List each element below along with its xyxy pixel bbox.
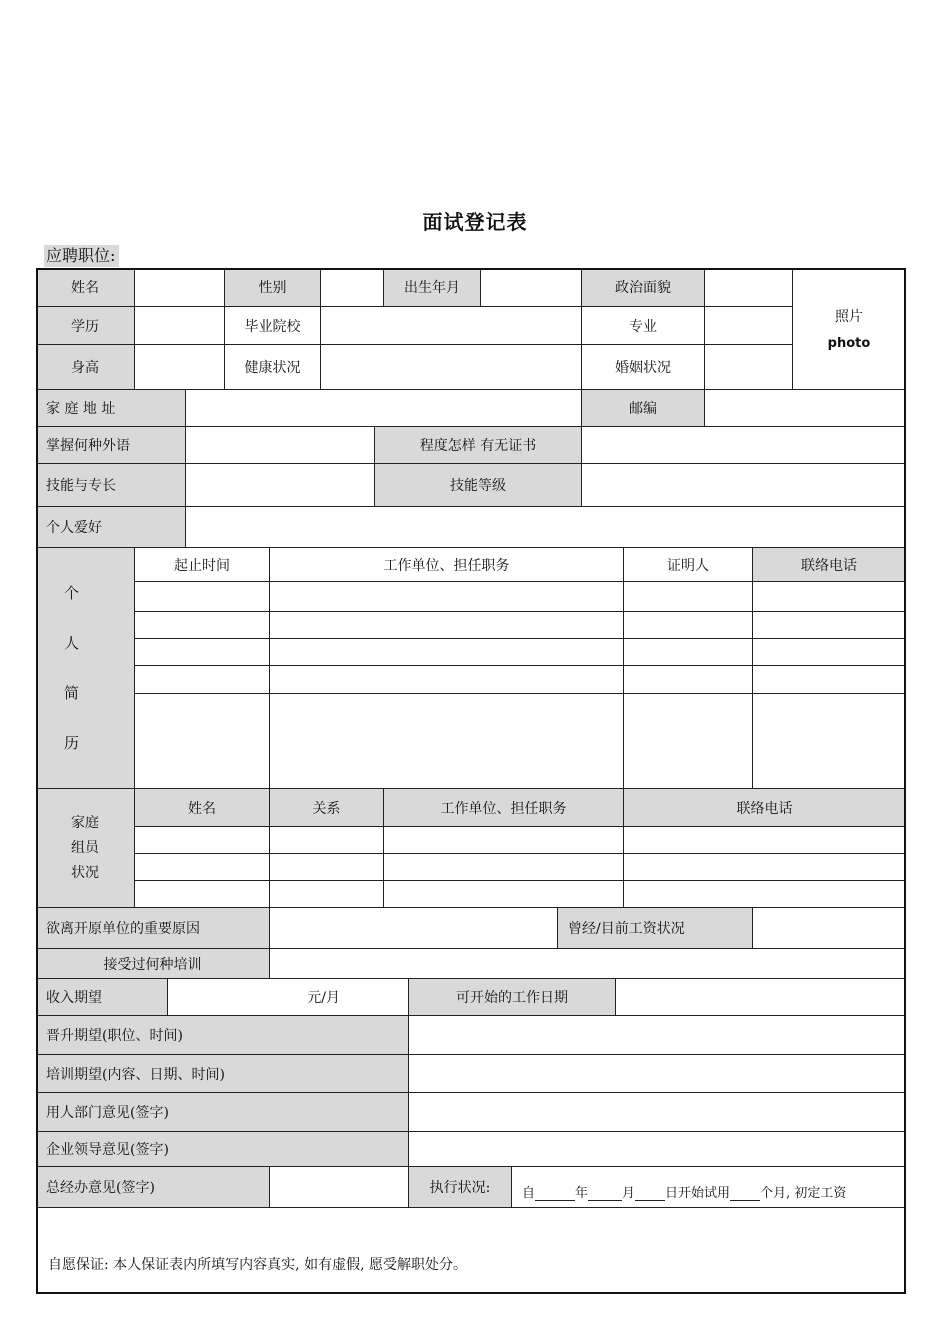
family-header-name: 姓名 bbox=[135, 789, 270, 827]
school-field[interactable] bbox=[321, 307, 582, 345]
marital-field[interactable] bbox=[705, 345, 793, 390]
exec-year-blank[interactable] bbox=[535, 1185, 575, 1201]
political-field[interactable] bbox=[705, 268, 793, 307]
promotion-label: 晋升期望(职位、时间) bbox=[36, 1016, 409, 1055]
resume-cell[interactable] bbox=[753, 694, 906, 789]
form-title: 面试登记表 bbox=[422, 210, 528, 234]
resume-cell[interactable] bbox=[624, 639, 753, 666]
photo-label-cn: 照片 bbox=[835, 309, 863, 325]
postcode-field[interactable] bbox=[705, 390, 906, 427]
family-header-phone: 联络电话 bbox=[624, 789, 906, 827]
address-label: 家 庭 地 址 bbox=[36, 390, 186, 427]
height-label: 身高 bbox=[36, 345, 135, 390]
photo-label-en: photo bbox=[827, 336, 871, 351]
resume-header-reference: 证明人 bbox=[624, 548, 753, 582]
photo-box[interactable] bbox=[793, 268, 906, 390]
resume-cell[interactable] bbox=[624, 666, 753, 694]
income-unit: 元/月 bbox=[307, 990, 340, 1006]
family-cell[interactable] bbox=[624, 881, 906, 908]
gm-opinion-label: 总经办意见(签字) bbox=[36, 1167, 270, 1208]
family-cell[interactable] bbox=[135, 881, 270, 908]
exec-months-blank[interactable] bbox=[730, 1185, 760, 1201]
salary-status-label: 曾经/目前工资状况 bbox=[558, 908, 753, 949]
resume-cell[interactable] bbox=[135, 639, 270, 666]
family-header-relation: 关系 bbox=[270, 789, 384, 827]
resume-cell[interactable] bbox=[753, 639, 906, 666]
training-received-field[interactable] bbox=[270, 949, 906, 979]
education-field[interactable] bbox=[135, 307, 225, 345]
execution-field[interactable]: 自 年 月 日开始试用 个月, 初定工资 bbox=[512, 1167, 906, 1208]
family-cell[interactable] bbox=[270, 827, 384, 854]
skill-level-label: 技能等级 bbox=[375, 464, 582, 507]
political-label: 政治面貌 bbox=[582, 268, 705, 307]
hobbies-label: 个人爱好 bbox=[36, 507, 186, 548]
position-label: 应聘职位: bbox=[44, 245, 119, 267]
family-side-label: 家庭 组员 状况 bbox=[36, 789, 135, 908]
family-cell[interactable] bbox=[135, 827, 270, 854]
resume-cell[interactable] bbox=[753, 582, 906, 612]
major-field[interactable] bbox=[705, 307, 793, 345]
training-expect-label: 培训期望(内容、日期、时间) bbox=[36, 1055, 409, 1093]
proficiency-label: 程度怎样 有无证书 bbox=[375, 427, 582, 464]
hobbies-field[interactable] bbox=[186, 507, 906, 548]
resume-cell[interactable] bbox=[624, 694, 753, 789]
resume-cell[interactable] bbox=[270, 666, 624, 694]
gender-field[interactable] bbox=[321, 268, 384, 307]
birth-label: 出生年月 bbox=[384, 268, 481, 307]
resume-header-employer: 工作单位、担任职务 bbox=[270, 548, 624, 582]
resume-header-period: 起止时间 bbox=[135, 548, 270, 582]
dept-opinion-label: 用人部门意见(签字) bbox=[36, 1093, 409, 1132]
birth-field[interactable] bbox=[481, 268, 582, 307]
family-cell[interactable] bbox=[270, 854, 384, 881]
resume-cell[interactable] bbox=[270, 694, 624, 789]
declaration-text: 自愿保证: 本人保证表内所填写内容真实, 如有虚假, 愿受解职处分。 bbox=[48, 1257, 467, 1273]
start-date-field[interactable] bbox=[616, 979, 906, 1016]
height-field[interactable] bbox=[135, 345, 225, 390]
income-expect-label: 收入期望 bbox=[36, 979, 168, 1016]
leave-reason-label: 欲离开原单位的重要原因 bbox=[36, 908, 270, 949]
skills-label: 技能与专长 bbox=[36, 464, 186, 507]
language-field[interactable] bbox=[186, 427, 375, 464]
skills-field[interactable] bbox=[186, 464, 375, 507]
gm-opinion-field[interactable] bbox=[270, 1167, 409, 1208]
training-expect-field[interactable] bbox=[409, 1055, 906, 1093]
resume-side-label: 个 人 简 历 bbox=[36, 548, 135, 789]
health-field[interactable] bbox=[321, 345, 582, 390]
resume-cell[interactable] bbox=[135, 694, 270, 789]
family-cell[interactable] bbox=[384, 827, 624, 854]
dept-opinion-field[interactable] bbox=[409, 1093, 906, 1132]
gender-label: 性别 bbox=[225, 268, 321, 307]
family-header-employer: 工作单位、担任职务 bbox=[384, 789, 624, 827]
skill-level-field[interactable] bbox=[582, 464, 906, 507]
proficiency-field[interactable] bbox=[582, 427, 906, 464]
resume-cell[interactable] bbox=[624, 582, 753, 612]
major-label: 专业 bbox=[582, 307, 705, 345]
resume-cell[interactable] bbox=[135, 666, 270, 694]
leave-reason-field[interactable] bbox=[270, 908, 558, 949]
resume-cell[interactable] bbox=[270, 612, 624, 639]
family-cell[interactable] bbox=[624, 854, 906, 881]
start-date-label: 可开始的工作日期 bbox=[409, 979, 616, 1016]
family-cell[interactable] bbox=[270, 881, 384, 908]
resume-cell[interactable] bbox=[135, 612, 270, 639]
training-received-label: 接受过何种培训 bbox=[36, 949, 270, 979]
resume-cell[interactable] bbox=[624, 612, 753, 639]
promotion-field[interactable] bbox=[409, 1016, 906, 1055]
leader-opinion-label: 企业领导意见(签字) bbox=[36, 1132, 409, 1167]
family-cell[interactable] bbox=[384, 854, 624, 881]
leader-opinion-field[interactable] bbox=[409, 1132, 906, 1167]
address-field[interactable] bbox=[186, 390, 582, 427]
resume-header-phone: 联络电话 bbox=[753, 548, 906, 582]
resume-cell[interactable] bbox=[753, 666, 906, 694]
resume-cell[interactable] bbox=[270, 639, 624, 666]
income-expect-field[interactable] bbox=[168, 979, 409, 1016]
resume-cell[interactable] bbox=[753, 612, 906, 639]
language-label: 掌握何种外语 bbox=[36, 427, 186, 464]
execution-label: 执行状况: bbox=[409, 1167, 512, 1208]
family-cell[interactable] bbox=[135, 854, 270, 881]
family-cell[interactable] bbox=[384, 881, 624, 908]
family-cell[interactable] bbox=[624, 827, 906, 854]
name-field[interactable] bbox=[135, 268, 225, 307]
health-label: 健康状况 bbox=[225, 345, 321, 390]
name-label: 姓名 bbox=[36, 268, 135, 307]
resume-cell[interactable] bbox=[135, 582, 270, 612]
postcode-label: 邮编 bbox=[582, 390, 705, 427]
school-label: 毕业院校 bbox=[225, 307, 321, 345]
marital-label: 婚姻状况 bbox=[582, 345, 705, 390]
salary-status-field[interactable] bbox=[753, 908, 906, 949]
exec-month-blank[interactable] bbox=[588, 1185, 622, 1201]
education-label: 学历 bbox=[36, 307, 135, 345]
resume-cell[interactable] bbox=[270, 582, 624, 612]
exec-day-blank[interactable] bbox=[635, 1185, 665, 1201]
